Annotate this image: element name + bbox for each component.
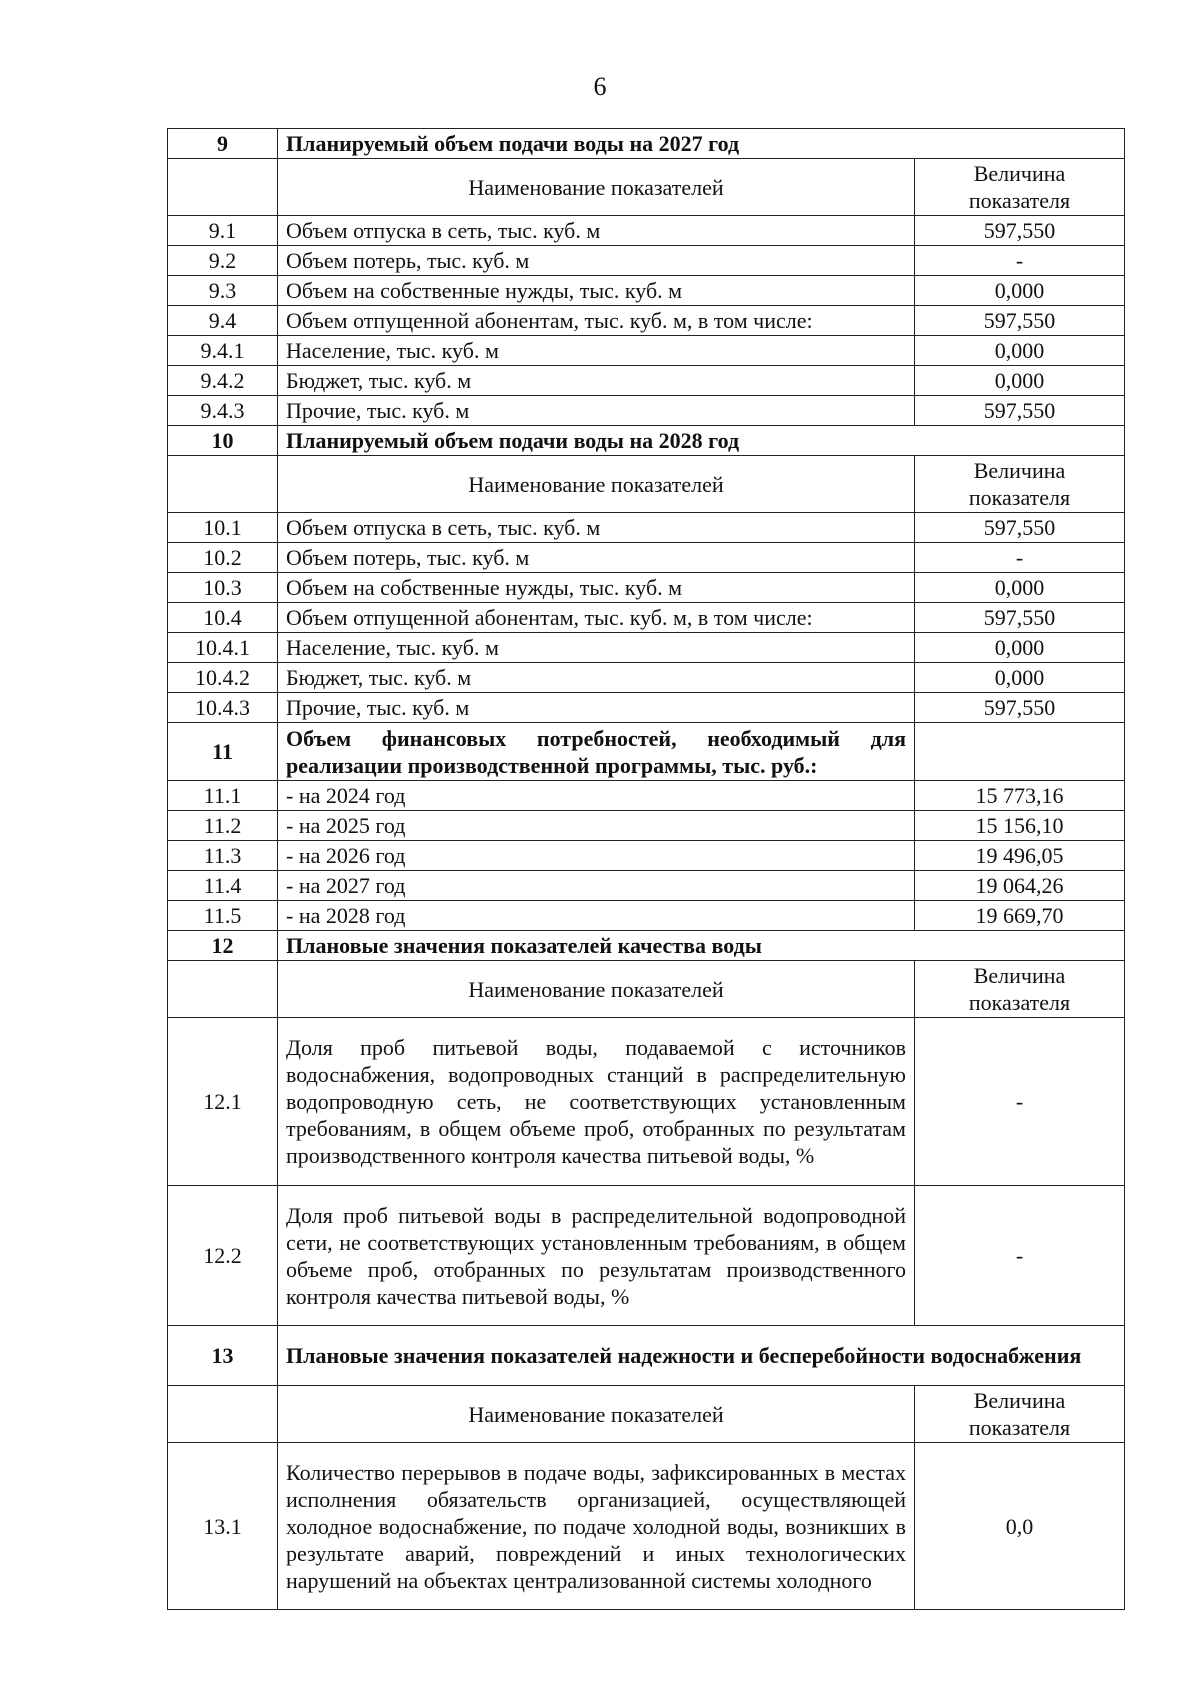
row-name: Население, тыс. куб. м xyxy=(278,633,915,663)
section-heading-row xyxy=(168,723,1125,781)
row-number: 11.3 xyxy=(168,841,278,871)
row-name: Объем отпущенной абонентам, тыс. куб. м, в том числе: xyxy=(278,306,915,336)
row-number: 10.3 xyxy=(168,573,278,603)
row-name: Объем отпущенной абонентам, тыс. куб. м, в том числе: xyxy=(278,603,915,633)
table-row xyxy=(168,1018,1125,1186)
row-number: 9.4.1 xyxy=(168,336,278,366)
section-number: 11 xyxy=(168,723,278,781)
row-value: 0,000 xyxy=(914,366,1124,396)
row-value: 0,000 xyxy=(914,633,1124,663)
row-name: Объем потерь, тыс. куб. м xyxy=(278,543,915,573)
row-number: 11.5 xyxy=(168,901,278,931)
row-value: 0,000 xyxy=(914,276,1124,306)
table-row xyxy=(168,513,1125,543)
table-row xyxy=(168,1186,1125,1326)
section-title: Планируемый объем подачи воды на 2027 год xyxy=(278,129,1125,159)
section-number: 9 xyxy=(168,129,278,159)
table-row xyxy=(168,246,1125,276)
row-value: 0,000 xyxy=(914,663,1124,693)
row-name: Количество перерывов в подаче воды, зафиксированных в местах исполнения обязательств организацией, осуществляющей холодное водоснабжение, по подаче холодной воды, возникших в результате аварий, повреждений и иных технологических нарушений на объектах централизованной системы холодного xyxy=(278,1443,915,1610)
header-name: Наименование показателей xyxy=(278,159,915,216)
header-name: Наименование показателей xyxy=(278,456,915,513)
section-title: Объем финансовых потребностей, необходимый для реализации производственной программы, тыс. руб.: xyxy=(278,723,915,781)
row-number: 12.1 xyxy=(168,1018,278,1186)
table-row xyxy=(168,366,1125,396)
table-row xyxy=(168,693,1125,723)
row-name: Объем отпуска в сеть, тыс. куб. м xyxy=(278,513,915,543)
row-name: Прочие, тыс. куб. м xyxy=(278,693,915,723)
row-number: 10.4.1 xyxy=(168,633,278,663)
header-value: Величина показателя xyxy=(914,1386,1124,1443)
table-row xyxy=(168,1443,1125,1610)
row-number: 11.1 xyxy=(168,781,278,811)
row-number: 9.4 xyxy=(168,306,278,336)
row-name: - на 2026 год xyxy=(278,841,915,871)
table-row xyxy=(168,396,1125,426)
section-number: 12 xyxy=(168,931,278,961)
table-row xyxy=(168,543,1125,573)
row-value: 597,550 xyxy=(914,693,1124,723)
header-value: Величина показателя xyxy=(914,961,1124,1018)
row-value: 15 773,16 xyxy=(914,781,1124,811)
table-row xyxy=(168,811,1125,841)
row-number: 9.3 xyxy=(168,276,278,306)
row-value: 0,000 xyxy=(914,336,1124,366)
table-row xyxy=(168,306,1125,336)
section-heading-row xyxy=(168,129,1125,159)
row-value: 597,550 xyxy=(914,216,1124,246)
row-name: - на 2025 год xyxy=(278,811,915,841)
table-row xyxy=(168,276,1125,306)
row-number: 9.4.2 xyxy=(168,366,278,396)
column-header-row xyxy=(168,159,1125,216)
row-number: 11.2 xyxy=(168,811,278,841)
table-row xyxy=(168,633,1125,663)
table-row xyxy=(168,603,1125,633)
column-header-row xyxy=(168,456,1125,513)
indicators-table xyxy=(167,128,1125,1610)
row-value: 597,550 xyxy=(914,306,1124,336)
column-header-row xyxy=(168,961,1125,1018)
header-name: Наименование показателей xyxy=(278,961,915,1018)
page-number: 6 xyxy=(593,72,607,101)
header-name: Наименование показателей xyxy=(278,1386,915,1443)
row-value: 0,0 xyxy=(914,1443,1124,1610)
section-title: Плановые значения показателей надежности и бесперебойности водоснабжения xyxy=(278,1326,1125,1386)
section-heading-row xyxy=(168,426,1125,456)
row-name: Прочие, тыс. куб. м xyxy=(278,396,915,426)
table-row xyxy=(168,216,1125,246)
row-number: 13.1 xyxy=(168,1443,278,1610)
row-value: - xyxy=(914,1018,1124,1186)
table-row xyxy=(168,336,1125,366)
row-name: Объем на собственные нужды, тыс. куб. м xyxy=(278,276,915,306)
row-value: 597,550 xyxy=(914,603,1124,633)
row-value: - xyxy=(914,1186,1124,1326)
row-value: 597,550 xyxy=(914,396,1124,426)
row-name: Бюджет, тыс. куб. м xyxy=(278,663,915,693)
row-value: - xyxy=(914,246,1124,276)
section-title: Плановые значения показателей качества воды xyxy=(278,931,1125,961)
section-number: 13 xyxy=(168,1326,278,1386)
row-number: 11.4 xyxy=(168,871,278,901)
row-number: 9.2 xyxy=(168,246,278,276)
row-name: - на 2027 год xyxy=(278,871,915,901)
table-row xyxy=(168,781,1125,811)
row-value: 19 496,05 xyxy=(914,841,1124,871)
section-heading-row xyxy=(168,1326,1125,1386)
table-row xyxy=(168,663,1125,693)
row-name: Объем отпуска в сеть, тыс. куб. м xyxy=(278,216,915,246)
column-header-row xyxy=(168,1386,1125,1443)
row-name: Бюджет, тыс. куб. м xyxy=(278,366,915,396)
row-value: 0,000 xyxy=(914,573,1124,603)
row-value: 19 669,70 xyxy=(914,901,1124,931)
row-name: Объем потерь, тыс. куб. м xyxy=(278,246,915,276)
row-number: 12.2 xyxy=(168,1186,278,1326)
row-value: - xyxy=(914,543,1124,573)
section-heading-row xyxy=(168,931,1125,961)
row-value: 19 064,26 xyxy=(914,871,1124,901)
table-row xyxy=(168,901,1125,931)
table-row xyxy=(168,871,1125,901)
row-name: Доля проб питьевой воды в распределительной водопроводной сети, не соответствующих установленным требованиям, в общем объеме проб, отобранных по результатам производственного контроля качества питьевой воды, % xyxy=(278,1186,915,1326)
row-number: 10.1 xyxy=(168,513,278,543)
header-value: Величина показателя xyxy=(914,159,1124,216)
row-name: - на 2028 год xyxy=(278,901,915,931)
row-name: Объем на собственные нужды, тыс. куб. м xyxy=(278,573,915,603)
row-number: 10.4.3 xyxy=(168,693,278,723)
row-number: 10.4.2 xyxy=(168,663,278,693)
row-name: - на 2024 год xyxy=(278,781,915,811)
row-name: Доля проб питьевой воды, подаваемой с источников водоснабжения, водопроводных станций в распределительную водопроводную сеть, не соответствующих установленным требованиям, в общем объеме проб, отобранных по результатам производственного контроля качества питьевой воды, % xyxy=(278,1018,915,1186)
row-value: 597,550 xyxy=(914,513,1124,543)
row-value: 15 156,10 xyxy=(914,811,1124,841)
row-number: 9.4.3 xyxy=(168,396,278,426)
header-value: Величина показателя xyxy=(914,456,1124,513)
row-number: 10.2 xyxy=(168,543,278,573)
section-number: 10 xyxy=(168,426,278,456)
table-row xyxy=(168,841,1125,871)
row-number: 10.4 xyxy=(168,603,278,633)
row-name: Население, тыс. куб. м xyxy=(278,336,915,366)
section-title: Планируемый объем подачи воды на 2028 год xyxy=(278,426,1125,456)
row-number: 9.1 xyxy=(168,216,278,246)
table-row xyxy=(168,573,1125,603)
